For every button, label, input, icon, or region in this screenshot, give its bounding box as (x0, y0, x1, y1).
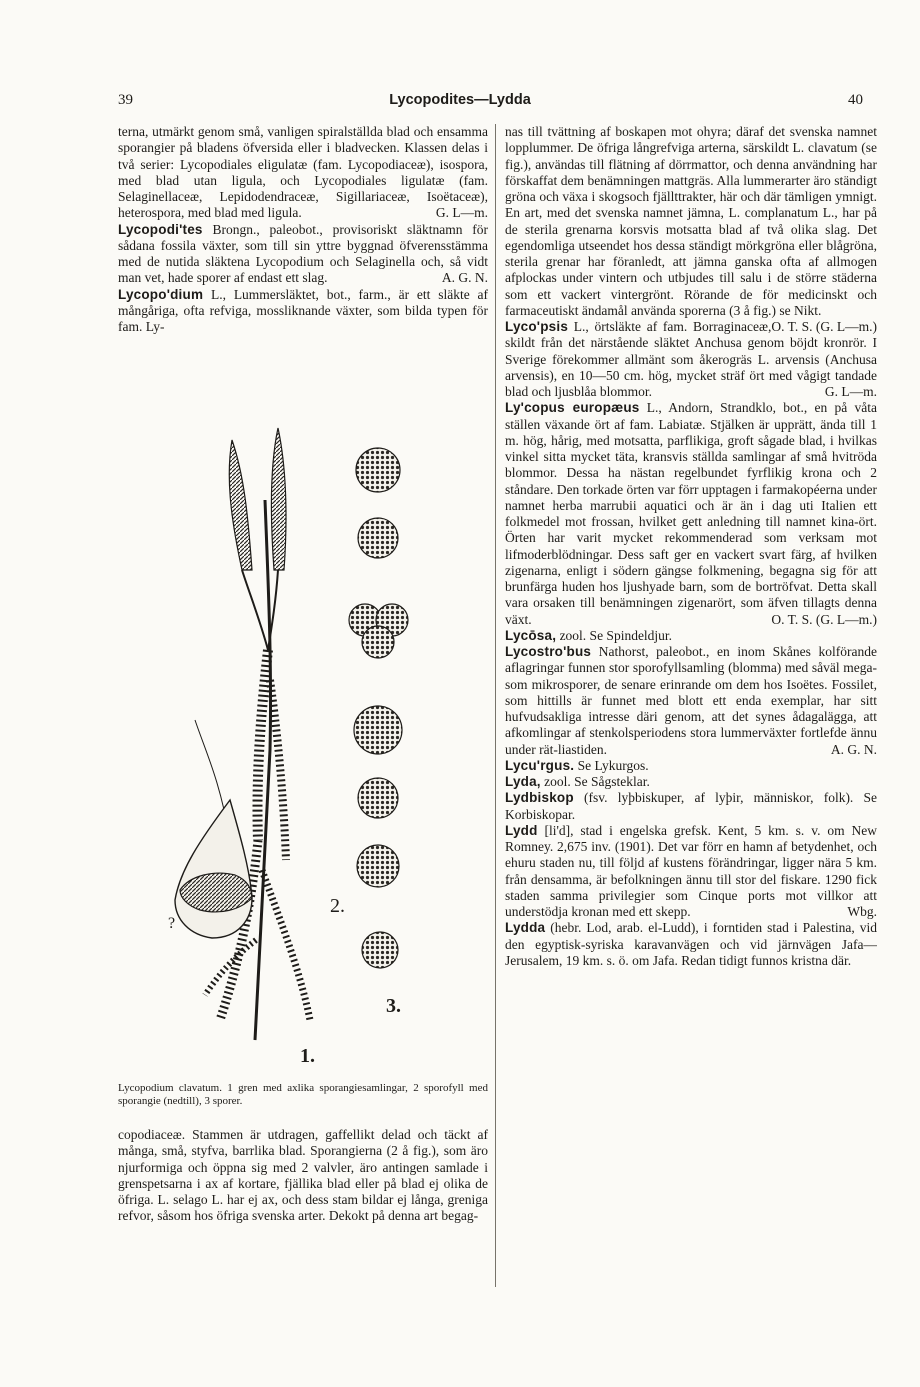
entry-signature: A. G. N. (441, 270, 488, 286)
entry-signature: G. L—m. (824, 384, 877, 399)
entry-text: terna, utmärkt genom små, vanligen spiralställda blad och ensamma sporangier på bladens öfversida eller i bladvecken. Klassen delas i två serier: Lycopodiales eligulatæ (fam. Lycopodiaceæ), isospora, med blad utan ligula, och Lycopodiales ligulatæ (fam. Selaginellaceæ, Lepidodendraceæ, Sigillariaceæ, Isoëtaceæ), heterospora, med blad med ligula. (118, 124, 488, 221)
entry-headword: Lycopo'dium (118, 286, 204, 302)
entry (505, 628, 877, 644)
entry-headword: Lycopodi'tes (118, 221, 203, 237)
entry (505, 758, 877, 774)
entry-signature: Wbg. (847, 904, 877, 919)
entry (118, 124, 488, 222)
entry (118, 222, 488, 287)
lycopodium-illustration (160, 420, 450, 1070)
entry (118, 1127, 488, 1225)
figure-label-2: 2. (330, 895, 345, 917)
entry (505, 823, 877, 921)
entry-text: Nathorst, paleobot., en inom Skånes kolförande aflagringar funnen stor sporofyllsamling (blomma) med såväl mega- som mikrosporer, de senare erinrande om dem hos Isoëtes. Fossilet, som hittills är funnet med blott ett enda exemplar, har sitt hufvudsakliga intresse däri genom, att det synes ådagalägga, att afkomlingar af stenkolsperiodens stora lummerväxter fortlefde ännu under rät-liastiden. (505, 644, 877, 757)
entry (505, 644, 877, 758)
entry (505, 400, 877, 628)
left-column-top (118, 124, 488, 422)
right-column (505, 124, 877, 1288)
running-title: Lycopodites—Lydda (389, 92, 531, 108)
entry (118, 287, 488, 336)
figure-caption-text: Lycopodium clavatum. 1 gren med axlika sporangiesamlingar, 2 sporofyll med sporangie (nedtill), 3 sporer. (118, 1082, 488, 1107)
entry (505, 920, 877, 969)
entry-text: (hebr. Lod, arab. el-Ludd), i forntiden stad i Palestina, vid den egyptisk-syriska karavanvägen och vid järnvägen Jafa—Jerusalem, 19 km. s. ö. om Jafa. Redan tidigt funnos kristna där. (505, 920, 877, 968)
figure-label-1: 1. (300, 1045, 315, 1067)
entry-text: nas till tvättning af boskapen mot ohyra; däraf det svenska namnet lopplummer. De öfriga långrefviga arterna, särskildt L. clavatum (se fig.), användas till flätning af dörrmattor, och denna användning har förskaffat dem benämningen mattgräs. Alla lummerarter äro ständigt gröna och växa i skogsoch fjällttrakter, här och där tämligen ymnigt. En art, med det svenska namnet jämna, L. complanatum L., har på de sterila grenarna korsvis motsatta blad af två olika slag. Det egendomliga utseendet hos dessa ständigt mörkgröna eller blågröna, sterila grenar har föranledt, att jämna ganska ofta af allmogen afplockas under vintern och utbjudes till salu i de större städerna som ett vackert vintergrönt. Rörande de för medicinskt och farmaceutiskt ändamål använda sporerna (3 å fig.) se Nikt. (505, 124, 877, 318)
entry-text: copodiaceæ. Stammen är utdragen, gaffellikt delad och täckt af många, små, styfva, barrlika blad. Sporangierna (2 å fig.), som äro njurformiga och öppna sig med 2 valvler, äro antingen samlade i grenspetsarna i ax af kortare, fjällika blad eller på blad ej olika de öfriga. L. selago L. har ej ax, och dess stam bildar ej långa, greniga refvor, såsom hos öfriga svenska arter. Dekokt på denna art begag- (118, 1127, 488, 1224)
entry-text: (fsv. lyþbiskuper, af lyþir, människor, folk). Se Korbiskopar. (505, 790, 877, 822)
entry-text: L., Andorn, Strandklo, bot., en på våta ställen växande ört af fam. Labiatæ. Stjälken är upprätt, ända till 1 m. hög, hårig, med motsatta, parflikiga, groft sågade blad, i hvilkas vinkel sitta mycket täta, kransvis ställda samlingar af små hvitröda blommor. Dessa ha nästan regelbundet fyrflikig krona och 2 ståndare. Den torkade örten var förr upptagen i farmakopéerna under namnet herba marrubii aquatici och är än i dag uti Italien ett folkmedel mot frossan, hvilket gett anledning till namnet kina-ört. Örten har varit mycket rekommenderad som verksam mot lifmoderblödningar. Dess saft ger en vackert svart färg, af hvilken zigenarna, enligt i södern gängse folkmening, begagna sig för att brunfärga huden hos ljushyade barn, som de bortröfvat. Detta skall vara orsaken till benämningen zigenarört, som äfven tillagts denna växt. (505, 400, 877, 627)
entry-headword: Lycōsa, (505, 627, 557, 643)
entry-headword: Lydbiskop (505, 790, 574, 806)
figure-caption (118, 1082, 488, 1108)
entry-text: Se Lykurgos. (577, 757, 649, 773)
entry-headword: Ly'copus europæus (505, 400, 640, 416)
entry (505, 774, 877, 790)
figure-label-question: ? (168, 915, 176, 932)
entry-text: Brongn., paleobot., provisoriskt släktnamn för sådana fossila växter, som till sin yttre byggnad öfverensstämma med de nutida släktena Lycopodium och Selaginella och, så vidt man vet, hade sporer af endast ett slag. (118, 221, 488, 286)
entry-text: L., örtsläkte af fam. Borraginaceæ, skildt från det närstående släktet Anchusa genom böjdt kronrör. I Sverige förekommer allmänt som åkerogräs L. arvensis (Anchusa arvensis), en 10—50 cm. hög, mycket sträf ört med vågigt tandade blad och ljusblåa blommor. (505, 319, 877, 399)
entry-headword: Lycostro'bus (505, 644, 592, 659)
entry-signature: O. T. S. (G. L—m.) (771, 611, 877, 627)
entry-signature: O. T. S. (G. L—m.) (771, 319, 877, 334)
page-number-right: 40 (848, 92, 863, 108)
entry-signature: G. L—m. (435, 205, 488, 221)
left-column-bottom (118, 1127, 488, 1287)
entry-signature: A. G. N. (830, 741, 877, 757)
entry-text: L., Lummersläktet, bot., farm., är ett släkte af mångåriga, ofta refviga, mossliknande växter, som bilda typen för fam. Ly- (118, 286, 488, 334)
entry-headword: Lyco'psis (505, 319, 569, 334)
entry-headword: Lydd (505, 822, 538, 838)
entry-headword: Lydda (505, 920, 546, 936)
entry-headword: Lycu'rgus. (505, 757, 575, 773)
entry (505, 790, 877, 823)
entry-headword: Lyda, (505, 774, 541, 789)
page-number-left: 39 (118, 92, 133, 108)
column-rule (495, 124, 496, 1287)
entry-text: [li'd], stad i engelska grefsk. Kent, 5 km. s. v. om New Romney. 2,675 inv. (1901). Det var förr en hamn af betydenhet, och ehuru staden nu, till följd af kustens förändringar, ligger nära 5 km. från densamma, är befolkningen ännu till stor del fiskare. 1290 fick staden samma privilegier som Cinque ports mot villkor att understödja kronan med ett skepp. (505, 822, 877, 919)
figure-label-3: 3. (386, 995, 401, 1017)
entry-text: zool. Se Sågsteklar. (544, 774, 650, 789)
entry-text: zool. Se Spindeldjur. (559, 627, 673, 643)
